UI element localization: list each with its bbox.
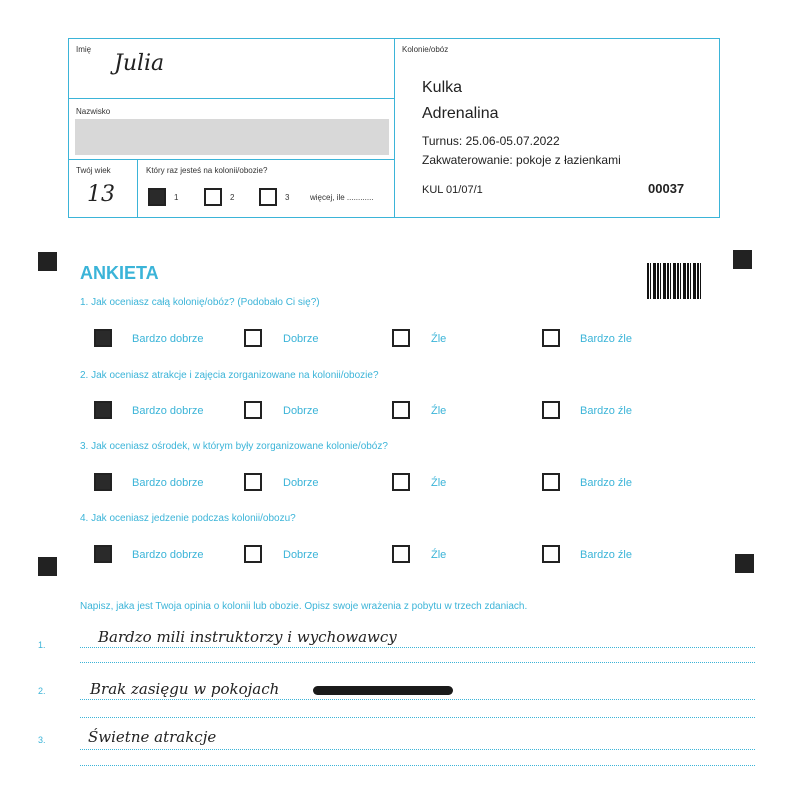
opinion-line-3-rule <box>80 749 755 750</box>
q1-option-dobrze: Dobrze <box>283 333 319 345</box>
q3-checkbox-zle[interactable] <box>392 473 410 491</box>
q4-checkbox-dobrze[interactable] <box>244 545 262 563</box>
q2-option-zle: Źle <box>431 405 447 417</box>
imie-cell <box>68 38 395 99</box>
q4-checkbox-bardzo-dobrze[interactable] <box>94 545 112 563</box>
nazwisko-redaction <box>75 119 389 155</box>
opinion-line-2-rule <box>80 699 755 700</box>
ktory-raz-option-3: 3 <box>285 193 290 202</box>
q2-checkbox-bardzo-zle[interactable] <box>542 401 560 419</box>
q4-option-bardzo-dobrze: Bardzo dobrze <box>132 549 204 561</box>
ktory-raz-option-1: 1 <box>174 193 179 202</box>
opinion-line-2-rule-b <box>80 717 755 718</box>
q2-option-bardzo-dobrze: Bardzo dobrze <box>132 405 204 417</box>
barcode <box>647 263 702 299</box>
q3-checkbox-dobrze[interactable] <box>244 473 262 491</box>
q4-checkbox-bardzo-zle[interactable] <box>542 545 560 563</box>
corner-marker-top-right <box>733 250 752 269</box>
imie-label: Imię <box>76 45 92 54</box>
wiek-value: 13 <box>87 182 115 207</box>
q3-checkbox-bardzo-dobrze[interactable] <box>94 473 112 491</box>
ktory-raz-label: Który raz jesteś na kolonii/obozie? <box>146 166 268 175</box>
ktory-raz-more: więcej, ile ............ <box>310 193 374 202</box>
q3-option-bardzo-dobrze: Bardzo dobrze <box>132 477 204 489</box>
opinion-line-3-rule-b <box>80 765 755 766</box>
kolonie-label: Kolonie/obóz <box>402 45 449 54</box>
q2-option-bardzo-zle: Bardzo źle <box>580 405 632 417</box>
opinion-prompt: Napisz, jaka jest Twoja opinia o kolonii lub obozie. Opisz swoje wrażenia z pobytu w trzech zdaniach. <box>80 601 528 612</box>
q4-option-zle: Źle <box>431 549 447 561</box>
camp-name-1: Kulka <box>422 79 463 96</box>
question-2: 2. Jak oceniasz atrakcje i zajęcia zorganizowane na kolonii/obozie? <box>80 370 379 381</box>
ktory-raz-option-2: 2 <box>230 193 235 202</box>
opinion-line-3-text[interactable]: Świetne atrakcje <box>88 728 217 746</box>
q1-checkbox-dobrze[interactable] <box>244 329 262 347</box>
opinion-line-2-scribble <box>313 686 453 695</box>
opinion-line-1-rule-b <box>80 662 755 663</box>
q2-checkbox-dobrze[interactable] <box>244 401 262 419</box>
camp-name-2: Adrenalina <box>422 105 499 122</box>
q1-checkbox-zle[interactable] <box>392 329 410 347</box>
ktory-raz-checkbox-2[interactable] <box>204 188 222 206</box>
survey-title: ANKIETA <box>80 263 159 283</box>
wiek-cell <box>68 159 138 218</box>
q2-checkbox-bardzo-dobrze[interactable] <box>94 401 112 419</box>
nazwisko-cell <box>68 98 395 160</box>
ktory-raz-cell <box>137 159 395 218</box>
q4-option-bardzo-zle: Bardzo źle <box>580 549 632 561</box>
nazwisko-label: Nazwisko <box>76 107 111 116</box>
ktory-raz-checkbox-3[interactable] <box>259 188 277 206</box>
opinion-line-2-text[interactable]: Brak zasięgu w pokojach <box>90 680 280 698</box>
zakwaterowanie: Zakwaterowanie: pokoje z łazienkami <box>422 153 621 167</box>
opinion-line-1-text[interactable]: Bardzo mili instruktorzy i wychowawcy <box>98 628 397 646</box>
opinion-line-number-1: 1. <box>38 640 46 650</box>
question-3: 3. Jak oceniasz ośrodek, w którym były zorganizowane kolonie/obóz? <box>80 441 388 452</box>
q1-option-zle: Źle <box>431 333 447 345</box>
question-1: 1. Jak oceniasz całą kolonię/obóz? (Podobało Ci się?) <box>80 297 320 308</box>
q3-checkbox-bardzo-zle[interactable] <box>542 473 560 491</box>
form-code: KUL 01/07/1 <box>422 184 483 196</box>
q2-option-dobrze: Dobrze <box>283 405 319 417</box>
opinion-line-1-rule <box>80 647 755 648</box>
q3-option-bardzo-zle: Bardzo źle <box>580 477 632 489</box>
opinion-line-number-2: 2. <box>38 686 46 696</box>
q3-option-dobrze: Dobrze <box>283 477 319 489</box>
q3-option-zle: Źle <box>431 477 447 489</box>
q1-option-bardzo-zle: Bardzo źle <box>580 333 632 345</box>
turnus: Turnus: 25.06-05.07.2022 <box>422 134 560 148</box>
q4-option-dobrze: Dobrze <box>283 549 319 561</box>
corner-marker-bottom-left <box>38 557 57 576</box>
q1-checkbox-bardzo-dobrze[interactable] <box>94 329 112 347</box>
corner-marker-bottom-right <box>735 554 754 573</box>
wiek-label: Twój wiek <box>76 166 111 175</box>
q1-checkbox-bardzo-zle[interactable] <box>542 329 560 347</box>
opinion-line-number-3: 3. <box>38 735 46 745</box>
question-4: 4. Jak oceniasz jedzenie podczas kolonii/obozu? <box>80 513 296 524</box>
q4-checkbox-zle[interactable] <box>392 545 410 563</box>
form-number: 00037 <box>648 181 685 196</box>
kolonie-cell <box>394 38 720 218</box>
imie-value: Julia <box>114 51 165 76</box>
q2-checkbox-zle[interactable] <box>392 401 410 419</box>
corner-marker-top-left <box>38 252 57 271</box>
q1-option-bardzo-dobrze: Bardzo dobrze <box>132 333 204 345</box>
ktory-raz-checkbox-1[interactable] <box>148 188 166 206</box>
